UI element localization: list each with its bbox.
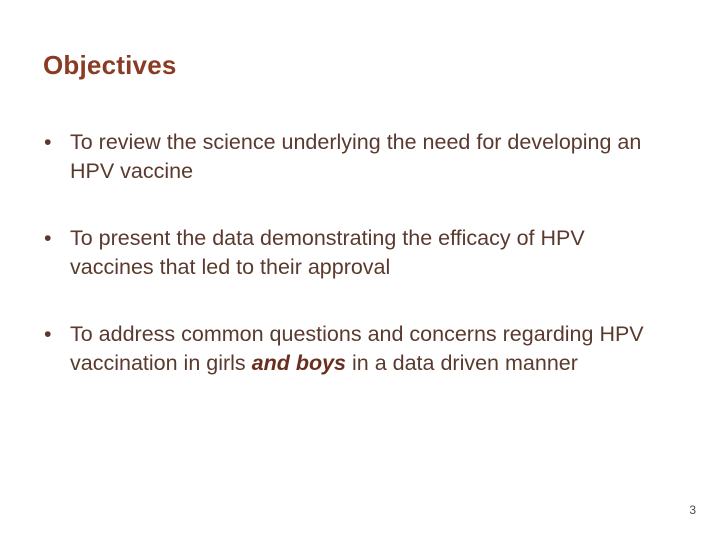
bullet-item-review-science [42, 128, 672, 186]
bullet-item-address-questions [42, 320, 672, 378]
bullet-text-lead: To address common questions and concerns regarding HPV vaccination in girls [70, 322, 644, 375]
objectives-list [42, 128, 672, 416]
bullet-text: To review the science underlying the need for developing an HPV vaccine [70, 130, 642, 183]
bullet-item-present-data [42, 224, 672, 282]
bullet-point-icon: • [44, 322, 52, 346]
bullet-text-tail: in a data driven manner [346, 351, 578, 375]
page-number: 3 [689, 503, 696, 517]
slide-title: Objectives [43, 50, 177, 80]
bullet-point-icon: • [44, 130, 52, 154]
bullet-emphasis: and boys [251, 351, 347, 375]
bullet-point-icon: • [44, 226, 52, 250]
bullet-text: To present the data demonstrating the efficacy of HPV vaccines that led to their approval [70, 226, 585, 279]
